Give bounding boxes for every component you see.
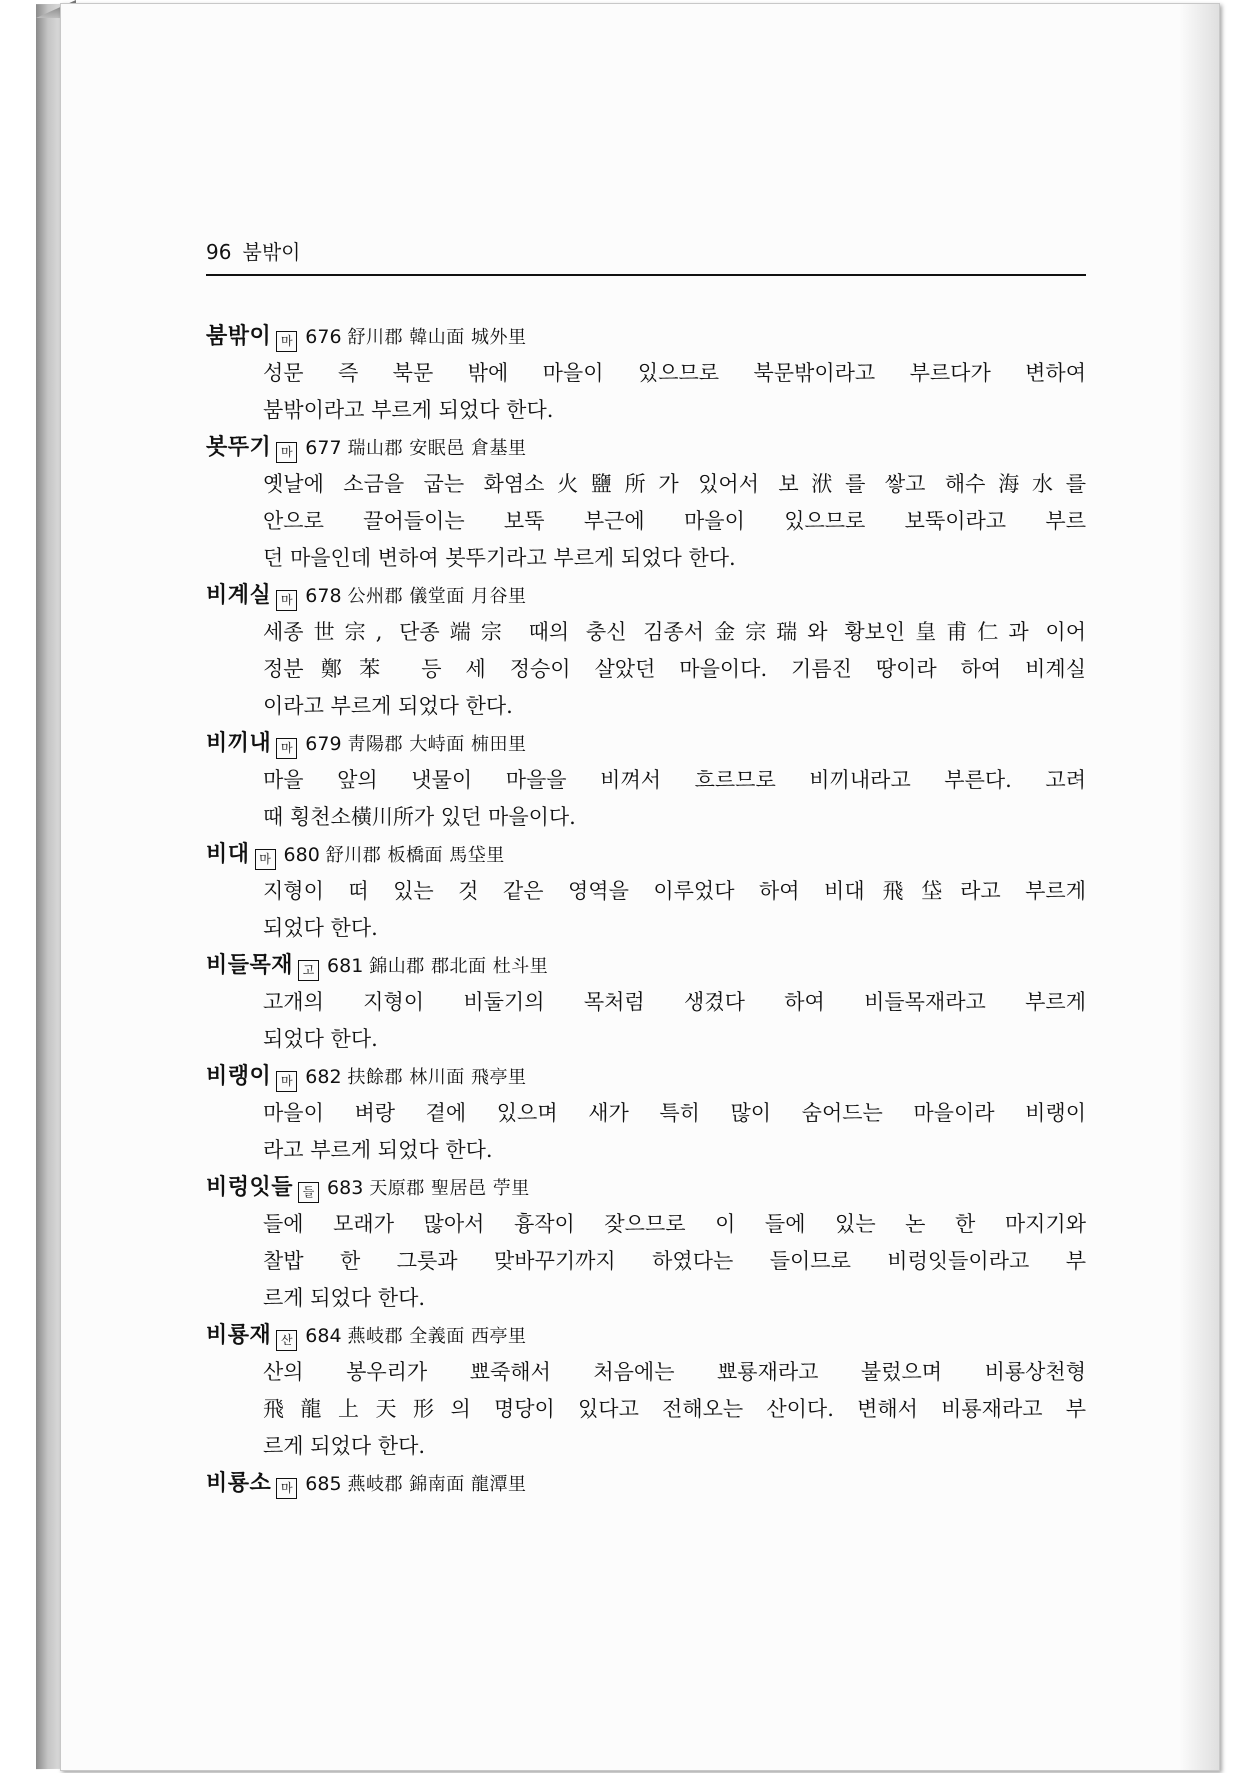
entry-location: 舒川郡 板橋面 馬垈里 [325, 845, 505, 866]
entry-name: 비들목재 [206, 953, 294, 978]
entry-description-line: 되었다 한다. [263, 916, 378, 940]
entry-description-line: 들에 모래가 많아서 흉작이 잦으므로 이 들에 있는 논 한 마지기와 [263, 1212, 1086, 1236]
entry-name: 비대 [206, 842, 250, 867]
entry-description-line: 고개의 지형이 비둘기의 목처럼 생겼다 하여 비들목재라고 부르게 [263, 990, 1086, 1014]
page-number: 96 [206, 240, 232, 264]
entry-name: 비렁잇들 [206, 1175, 294, 1200]
category-badge: 마 [276, 1478, 297, 1499]
page-edge-shade [1179, 4, 1219, 1770]
running-header [206, 238, 1086, 276]
entry-headword-line [206, 1317, 1086, 1354]
entry-number: 684 [305, 1325, 342, 1347]
category-badge: 산 [276, 1330, 297, 1351]
entry-name: 비룡재 [206, 1323, 272, 1348]
entry-number: 681 [327, 955, 364, 977]
running-title: 붐밖이 [242, 240, 301, 264]
entry-description-line: 마을이 벼랑 곁에 있으며 새가 특히 많이 숨어드는 마을이라 비랭이 [263, 1101, 1086, 1125]
category-badge: 들 [298, 1182, 319, 1203]
entry-description-line: 되었다 한다. [263, 1027, 378, 1051]
entry-number: 677 [305, 437, 342, 459]
category-badge: 마 [276, 1071, 297, 1092]
entry-description-line: 때 횡천소橫川所가 있던 마을이다. [263, 805, 576, 829]
entry-number: 685 [305, 1473, 342, 1495]
entry-headword-line [206, 429, 1086, 466]
entry-number: 683 [327, 1177, 364, 1199]
category-badge: 마 [276, 590, 297, 611]
entry-description-line: 라고 부르게 되었다 한다. [263, 1138, 493, 1162]
entry-name: 비랭이 [206, 1064, 272, 1089]
entry-headword-line [206, 725, 1086, 762]
entry-name: 비끼내 [206, 731, 272, 756]
entry-description-line: 성문 즉 북문 밖에 마을이 있으므로 북문밖이라고 부르다가 변하여 [263, 361, 1086, 385]
entry-description-line: 르게 되었다 한다. [263, 1434, 426, 1458]
entry-headword-line [206, 1058, 1086, 1095]
book-spine-edge [36, 4, 62, 1769]
entry-number: 682 [305, 1066, 342, 1088]
entry-description-line: 마을 앞의 냇물이 마을을 비껴서 흐르므로 비끼내라고 부른다. 고려 [263, 768, 1086, 792]
dictionary-entries [206, 318, 1086, 1502]
category-badge: 마 [255, 849, 276, 870]
entry-name: 봇뚜기 [206, 435, 272, 460]
entry-location: 公州郡 儀堂面 月谷里 [347, 586, 527, 607]
category-badge: 고 [298, 960, 319, 981]
category-badge: 마 [276, 442, 297, 463]
entry-description-line: 세종世宗, 단종端宗 때의 충신 김종서金宗瑞와 황보인皇甫仁과 이어 [263, 620, 1086, 644]
entry-description-line: 지형이 떠 있는 것 같은 영역을 이루었다 하여 비대飛垈라고 부르게 [263, 879, 1086, 903]
entry-description-line: 던 마을인데 변하여 봇뚜기라고 부르게 되었다 한다. [263, 546, 736, 570]
entry-number: 676 [305, 326, 342, 348]
entry-location: 錦山郡 郡北面 杜斗里 [369, 956, 549, 977]
category-badge: 마 [276, 331, 297, 352]
entry-number: 679 [305, 733, 342, 755]
entry-description-line: 르게 되었다 한다. [263, 1286, 426, 1310]
entry-description-line: 이라고 부르게 되었다 한다. [263, 694, 513, 718]
entry-headword-line [206, 318, 1086, 355]
entry-description-line: 飛龍上天形의 명당이 있다고 전해오는 산이다. 변해서 비룡재라고 부 [263, 1397, 1086, 1421]
entry-description-line: 찰밥 한 그릇과 맞바꾸기까지 하였다는 들이므로 비렁잇들이라고 부 [263, 1249, 1086, 1273]
entry-headword-line [206, 836, 1086, 873]
entry-name: 비계실 [206, 583, 272, 608]
category-badge: 마 [276, 738, 297, 759]
entry-location: 燕岐郡 全義面 西亭里 [347, 1326, 527, 1347]
entry-location: 瑞山郡 安眠邑 倉基里 [347, 438, 527, 459]
entry-description-line: 안으로 끌어들이는 보뚝 부근에 마을이 있으므로 보뚝이라고 부르 [263, 509, 1086, 533]
entry-location: 扶餘郡 林川面 飛亭里 [347, 1067, 527, 1088]
entry-location: 靑陽郡 大峙面 枾田里 [347, 734, 527, 755]
entry-description-line: 옛날에 소금을 굽는 화염소火鹽所가 있어서 보洑를 쌓고 해수海水를 [263, 472, 1086, 496]
entry-name: 비룡소 [206, 1471, 272, 1496]
entry-description-line: 붐밖이라고 부르게 되었다 한다. [263, 398, 554, 422]
entry-description-line: 정분鄭苯 등 세 정승이 살았던 마을이다. 기름진 땅이라 하여 비계실 [263, 657, 1086, 681]
entry-location: 舒川郡 韓山面 城外里 [347, 327, 527, 348]
entry-location: 燕岐郡 錦南面 龍潭里 [347, 1474, 527, 1495]
entry-name: 붐밖이 [206, 324, 272, 349]
entry-number: 680 [283, 844, 320, 866]
entry-number: 678 [305, 585, 342, 607]
entry-headword-line [206, 577, 1086, 614]
entry-location: 天原郡 聖居邑 苧里 [369, 1178, 530, 1199]
entry-description-line: 산의 봉우리가 뾰죽해서 처음에는 뾰룡재라고 불렀으며 비룡상천형 [263, 1360, 1086, 1384]
entry-headword-line [206, 947, 1086, 984]
entry-headword-line [206, 1465, 1086, 1502]
entry-headword-line [206, 1169, 1086, 1206]
